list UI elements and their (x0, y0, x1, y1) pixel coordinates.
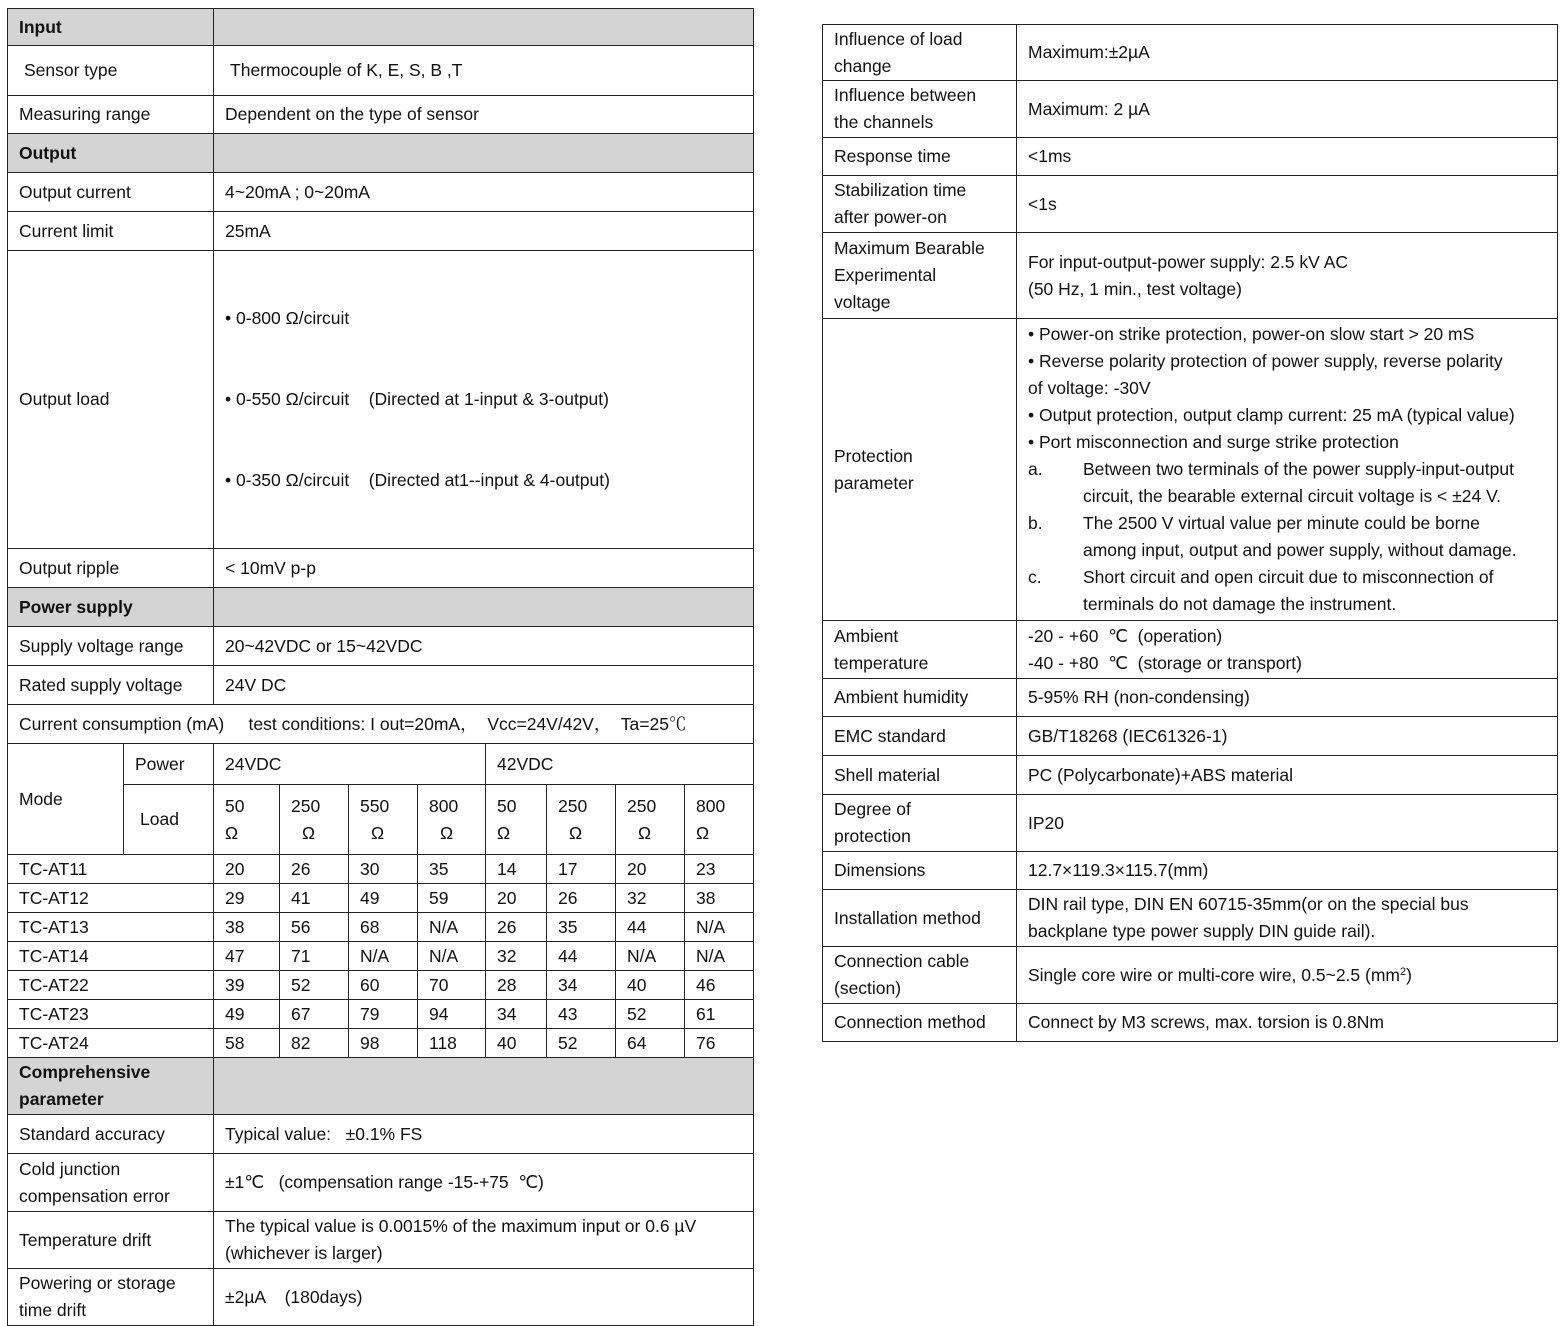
consumption-value: 40 (486, 1029, 547, 1058)
storage-drift-label: Powering or storage time drift (8, 1269, 214, 1326)
consumption-value: 44 (547, 942, 616, 971)
output-ripple-label: Output ripple (8, 549, 214, 588)
model-name: TC-AT13 (8, 913, 214, 942)
consumption-value: 60 (349, 971, 418, 1000)
output-current-value: 4~20mA ; 0~20mA (214, 173, 754, 212)
sensor-type-value: Thermocouple of K, E, S, B ,T (214, 46, 754, 96)
installation-value: DIN rail type, DIN EN 60715-35mm(or on the special bus backplane type power supply DIN guide rail). (1017, 890, 1558, 947)
model-name: TC-AT12 (8, 884, 214, 913)
connection-method-row (823, 1004, 1558, 1042)
consumption-value: 79 (349, 1000, 418, 1029)
output-load-value (214, 251, 754, 549)
consumption-value: 38 (214, 913, 280, 942)
power-label: Power (124, 744, 214, 785)
consumption-value: 46 (685, 971, 754, 1000)
consumption-value: 35 (418, 855, 486, 884)
output-load-row (8, 251, 754, 549)
humidity-label: Ambient humidity (823, 679, 1017, 717)
output-load-line: • 0-550 Ω/circuit (Directed at 1-input & 3-output) (225, 389, 609, 409)
consumption-value: 52 (547, 1029, 616, 1058)
response-time-label: Response time (823, 138, 1017, 176)
model-row (8, 1000, 754, 1029)
stabilization-row (823, 176, 1558, 233)
load-value: 250 Ω (616, 785, 685, 855)
temperature-drift-value: The typical value is 0.0015% of the maximum input or 0.6 µV (whichever is larger) (214, 1212, 754, 1269)
accuracy-value: Typical value: ±0.1% FS (214, 1115, 754, 1154)
storage-drift-row (8, 1269, 754, 1326)
protection-degree-label: Degree of protection (823, 795, 1017, 852)
between-channels-value: Maximum: 2 µA (1017, 81, 1558, 138)
sensor-type-label: Sensor type (8, 46, 214, 96)
model-row (8, 971, 754, 1000)
consumption-value: 71 (280, 942, 349, 971)
consumption-value: 68 (349, 913, 418, 942)
consumption-value: N/A (418, 942, 486, 971)
consumption-value: 32 (486, 942, 547, 971)
stabilization-value: <1s (1017, 176, 1558, 233)
emc-value: GB/T18268 (IEC61326-1) (1017, 717, 1558, 756)
between-channels-row (823, 81, 1558, 138)
voltage-24vdc: 24VDC (214, 744, 486, 785)
model-name: TC-AT14 (8, 942, 214, 971)
input-section-header (8, 9, 754, 46)
supply-voltage-value: 20~42VDC or 15~42VDC (214, 627, 754, 666)
bearable-voltage-value: For input-output-power supply: 2.5 kV AC (50 Hz, 1 min., test voltage) (1017, 233, 1558, 319)
consumption-value: N/A (616, 942, 685, 971)
connection-cable-row (823, 947, 1558, 1004)
accuracy-label: Standard accuracy (8, 1115, 214, 1154)
between-channels-label: Influence between the channels (823, 81, 1017, 138)
consumption-value: 118 (418, 1029, 486, 1058)
load-value: 800 Ω (418, 785, 486, 855)
consumption-value: 30 (349, 855, 418, 884)
consumption-value: 61 (685, 1000, 754, 1029)
humidity-value: 5-95% RH (non-condensing) (1017, 679, 1558, 717)
consumption-value: 76 (685, 1029, 754, 1058)
rated-voltage-label: Rated supply voltage (8, 666, 214, 705)
consumption-value: 26 (486, 913, 547, 942)
current-limit-label: Current limit (8, 212, 214, 251)
shell-material-value: PC (Polycarbonate)+ABS material (1017, 756, 1558, 795)
cold-junction-row (8, 1154, 754, 1212)
consumption-value: 38 (685, 884, 754, 913)
consumption-value: 34 (547, 971, 616, 1000)
measuring-range-value: Dependent on the type of sensor (214, 96, 754, 134)
consumption-value: 49 (349, 884, 418, 913)
load-label: Load (124, 785, 214, 855)
current-limit-row (8, 212, 754, 251)
consumption-value: 28 (486, 971, 547, 1000)
consumption-value: 82 (280, 1029, 349, 1058)
shell-material-label: Shell material (823, 756, 1017, 795)
power-header-row (8, 744, 754, 785)
consumption-value: 49 (214, 1000, 280, 1029)
load-value: 50 Ω (214, 785, 280, 855)
output-header: Output (8, 134, 214, 173)
stabilization-label: Stabilization time after power-on (823, 176, 1017, 233)
connection-cable-label: Connection cable (section) (823, 947, 1017, 1004)
model-name: TC-AT22 (8, 971, 214, 1000)
consumption-value: N/A (685, 913, 754, 942)
consumption-value: 52 (280, 971, 349, 1000)
consumption-value: 52 (616, 1000, 685, 1029)
model-name: TC-AT11 (8, 855, 214, 884)
consumption-value: 47 (214, 942, 280, 971)
protection-bullet: • Reverse polarity protection of power supply, reverse polarity (1028, 351, 1503, 371)
response-time-row (823, 138, 1558, 176)
power-supply-header: Power supply (8, 588, 214, 627)
bearable-voltage-label: Maximum Bearable Experimental voltage (823, 233, 1017, 319)
protection-item: b. The 2500 V virtual value per minute could be borne among input, output and power supply, without damage. (1028, 513, 1517, 560)
consumption-value: 43 (547, 1000, 616, 1029)
consumption-value: 39 (214, 971, 280, 1000)
model-rows (8, 855, 754, 1058)
consumption-value: 98 (349, 1029, 418, 1058)
consumption-value: 40 (616, 971, 685, 1000)
load-value: 550 Ω (349, 785, 418, 855)
left-spec-table (7, 8, 754, 1326)
consumption-value: 94 (418, 1000, 486, 1029)
load-value: 250 Ω (547, 785, 616, 855)
storage-drift-value: ±2µA (180days) (214, 1269, 754, 1326)
consumption-value: 23 (685, 855, 754, 884)
consumption-value: 34 (486, 1000, 547, 1029)
consumption-value: 14 (486, 855, 547, 884)
input-header: Input (8, 9, 214, 46)
comprehensive-section-header (8, 1058, 754, 1115)
protection-bullet: of voltage: -30V (1028, 378, 1151, 398)
cold-junction-label: Cold junction compensation error (8, 1154, 214, 1212)
consumption-conditions: Current consumption (mA) test conditions: I out=20mA， Vcc=24V/42V， Ta=25℃ (8, 705, 754, 744)
load-change-value: Maximum:±2µA (1017, 25, 1558, 81)
output-section-header (8, 134, 754, 173)
connection-method-label: Connection method (823, 1004, 1017, 1042)
consumption-value: 26 (547, 884, 616, 913)
emc-label: EMC standard (823, 717, 1017, 756)
voltage-42vdc: 42VDC (486, 744, 754, 785)
protection-bullet: • Power-on strike protection, power-on slow start > 20 mS (1028, 324, 1475, 344)
consumption-value: 64 (616, 1029, 685, 1058)
load-change-row (823, 25, 1558, 81)
consumption-value: N/A (418, 913, 486, 942)
consumption-value: N/A (349, 942, 418, 971)
output-current-label: Output current (8, 173, 214, 212)
measuring-range-label: Measuring range (8, 96, 214, 134)
output-ripple-value: < 10mV p-p (214, 549, 754, 588)
protection-label: Protection parameter (823, 319, 1017, 621)
consumption-value: 70 (418, 971, 486, 1000)
protection-degree-row (823, 795, 1558, 852)
load-value: 800 Ω (685, 785, 754, 855)
protection-bullet: • Port misconnection and surge strike protection (1028, 432, 1399, 452)
measuring-range-row (8, 96, 754, 134)
model-name: TC-AT24 (8, 1029, 214, 1058)
consumption-value: 35 (547, 913, 616, 942)
rated-voltage-value: 24V DC (214, 666, 754, 705)
consumption-value: 20 (214, 855, 280, 884)
consumption-value: 29 (214, 884, 280, 913)
protection-item: a. Between two terminals of the power supply-input-output circuit, the bearable external circuit voltage is < ±24 V. (1028, 459, 1514, 506)
consumption-value: 32 (616, 884, 685, 913)
consumption-value: 44 (616, 913, 685, 942)
consumption-row (8, 705, 754, 744)
rated-voltage-row (8, 666, 754, 705)
temperature-drift-label: Temperature drift (8, 1212, 214, 1269)
installation-row (823, 890, 1558, 947)
cold-junction-value: ±1℃ (compensation range -15-+75 ℃) (214, 1154, 754, 1212)
protection-row (823, 319, 1558, 621)
connection-method-value: Connect by M3 screws, max. torsion is 0.8Nm (1017, 1004, 1558, 1042)
output-load-label: Output load (8, 251, 214, 549)
supply-voltage-label: Supply voltage range (8, 627, 214, 666)
dimensions-row (823, 852, 1558, 890)
ambient-temperature-label: Ambient temperature (823, 621, 1017, 679)
current-limit-value: 25mA (214, 212, 754, 251)
load-value: 250 Ω (280, 785, 349, 855)
right-spec-table (822, 24, 1558, 1042)
shell-material-row (823, 756, 1558, 795)
model-row (8, 855, 754, 884)
sensor-type-row (8, 46, 754, 96)
humidity-row (823, 679, 1558, 717)
consumption-value: 67 (280, 1000, 349, 1029)
consumption-value: 17 (547, 855, 616, 884)
consumption-value: 58 (214, 1029, 280, 1058)
comprehensive-header: Comprehensive parameter (8, 1058, 214, 1115)
installation-label: Installation method (823, 890, 1017, 947)
model-row (8, 942, 754, 971)
model-name: TC-AT23 (8, 1000, 214, 1029)
output-ripple-row (8, 549, 754, 588)
accuracy-row (8, 1115, 754, 1154)
emc-row (823, 717, 1558, 756)
model-row (8, 1029, 754, 1058)
bearable-voltage-row (823, 233, 1558, 319)
output-load-line: • 0-350 Ω/circuit (Directed at1--input & 4-output) (225, 470, 610, 490)
consumption-value: 20 (486, 884, 547, 913)
response-time-value: <1ms (1017, 138, 1558, 176)
ambient-temperature-row (823, 621, 1558, 679)
consumption-value: 20 (616, 855, 685, 884)
protection-bullet: • Output protection, output clamp current: 25 mA (typical value) (1028, 405, 1515, 425)
consumption-value: 41 (280, 884, 349, 913)
model-row (8, 913, 754, 942)
connection-cable-value: Single core wire or multi-core wire, 0.5~2.5 $(mm^2)$ (1017, 947, 1558, 1004)
consumption-value: 26 (280, 855, 349, 884)
model-row (8, 884, 754, 913)
mode-label: Mode (8, 744, 124, 855)
consumption-value: 59 (418, 884, 486, 913)
output-load-line: • 0-800 Ω/circuit (225, 308, 350, 328)
ambient-temperature-value: -20 - +60 ℃ (operation) -40 - +80 ℃ (storage or transport) (1017, 621, 1558, 679)
load-change-label: Influence of load change (823, 25, 1017, 81)
consumption-value: 56 (280, 913, 349, 942)
temperature-drift-row (8, 1212, 754, 1269)
load-value: 50 Ω (486, 785, 547, 855)
dimensions-value: 12.7×119.3×115.7(mm) (1017, 852, 1558, 890)
consumption-value: N/A (685, 942, 754, 971)
supply-voltage-row (8, 627, 754, 666)
output-current-row (8, 173, 754, 212)
protection-value (1017, 319, 1558, 621)
power-supply-section-header (8, 588, 754, 627)
dimensions-label: Dimensions (823, 852, 1017, 890)
protection-item: c. Short circuit and open circuit due to misconnection of terminals do not damage the instrument. (1028, 567, 1494, 614)
protection-degree-value: IP20 (1017, 795, 1558, 852)
